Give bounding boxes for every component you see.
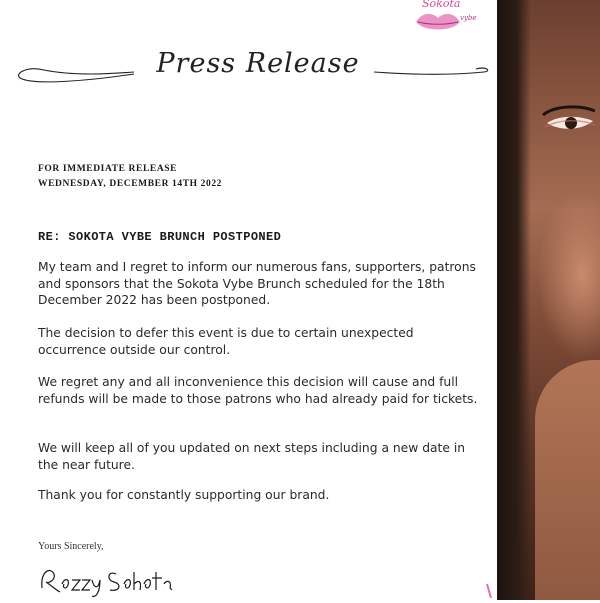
body-paragraph-4: We will keep all of you updated on next steps including a new date in the near future.: [38, 441, 466, 472]
photo-shoulder: [535, 360, 600, 600]
logo-wordmark: Sokota: [422, 0, 461, 10]
body-paragraph-5: Thank you for constantly supporting our brand.: [38, 488, 330, 502]
subject-line: RE: SOKOTA VYBE BRUNCH POSTPONED: [38, 230, 282, 244]
release-label: FOR IMMEDIATE RELEASE: [38, 164, 178, 174]
logo-subtext: vybe: [460, 14, 477, 22]
body-paragraph-3: We regret any and all inconvenience this decision will cause and full refunds will be made to those patrons who had already paid for tickets.: [38, 375, 478, 406]
header-banner: [14, 36, 492, 96]
body-paragraph-2: The decision to defer this event is due to certain unexpected occurrence outside our control.: [38, 326, 414, 357]
portrait-photo: [497, 0, 600, 600]
page-title: Press Release: [156, 48, 360, 79]
release-date: WEDNESDAY, DECEMBER 14TH 2022: [38, 179, 223, 189]
body-paragraph-1: My team and I regret to inform our numerous fans, supporters, patrons and sponsors that the Sokota Vybe Brunch scheduled for the 18th December 2022 has been postponed.: [38, 260, 476, 307]
closing-line: Yours Sincerely,: [38, 541, 104, 552]
decorative-mark: [485, 584, 493, 598]
handwritten-signature: [36, 558, 176, 598]
photo-cheek: [537, 190, 600, 360]
photo-hair: [497, 0, 531, 600]
photo-eye: [541, 105, 595, 135]
brand-logo: [408, 0, 476, 36]
